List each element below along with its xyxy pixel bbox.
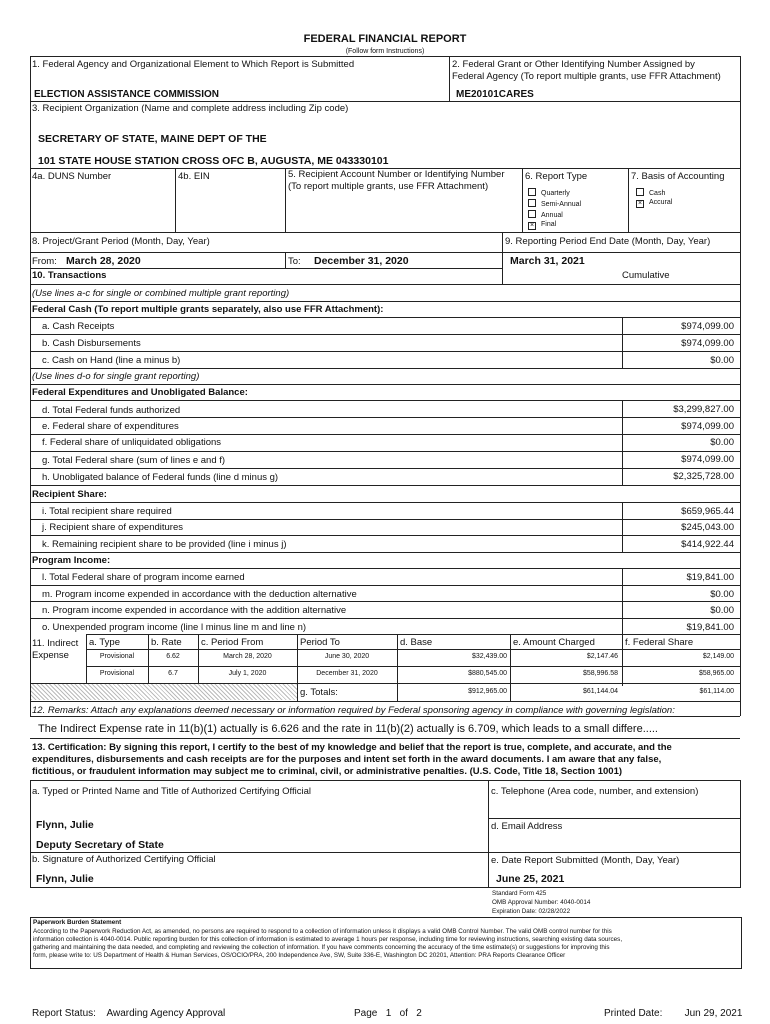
report-status: Report Status: Awarding Agency Approval [32, 1008, 226, 1019]
box1-label: 1. Federal Agency and Organizational Element to Which Report is Submitted [32, 59, 355, 70]
cumulative-label: Cumulative [622, 270, 670, 281]
cell-amount-charged: $2,147.46 [586, 653, 618, 660]
cell-rate: 6.62 [166, 653, 180, 660]
line-b-label: b. Cash Disbursements [42, 338, 141, 349]
checkbox-checked-icon: × [529, 222, 535, 229]
expiration-date: Expiration Date: 02/28/2022 [492, 908, 571, 915]
line-f-value: $0.00 [710, 437, 734, 448]
reporting-end-date: March 31, 2021 [510, 255, 585, 267]
federal-expenditures-heading: Federal Expenditures and Unobligated Balance: [32, 387, 248, 398]
line-m-label: m. Program income expended in accordance with the deduction alternative [42, 589, 357, 600]
printed-date: Printed Date: Jun 29, 2021 [604, 1008, 743, 1019]
telephone-label: c. Telephone (Area code, number, and extension) [491, 786, 699, 797]
col-amount-charged: e. Amount Charged [513, 637, 595, 648]
totals-label: g. Totals: [300, 687, 338, 698]
box2-label-1: 2. Federal Grant or Other Identifying Number Assigned by [452, 59, 695, 70]
report-type-semiannual[interactable]: Semi-Annual [528, 199, 581, 210]
total-base: $912,965.00 [468, 688, 507, 695]
col-base: d. Base [400, 637, 433, 648]
recipient-share-heading: Recipient Share: [32, 489, 107, 500]
paperwork-burden-line-4: form, please write to: US Department of Health & Human Services, OS/OCIO/PRA, 200 Independence Ave, SW, Suite 336-E, Washington DC 20201, Attention: PRA Reports Clearance Officer [33, 952, 566, 959]
accounting-accrual[interactable]: × Accural [637, 199, 673, 207]
paperwork-burden-title: Paperwork Burden Statement [33, 919, 122, 926]
report-type-final[interactable]: × Final [529, 221, 557, 229]
cell-base: $32,439.00 [471, 653, 507, 660]
duns-label: 4a. DUNS Number [32, 171, 112, 182]
cell-base: $880,545.00 [468, 670, 507, 677]
remarks-label: 12. Remarks: Attach any explanations deemed necessary or information required by Federal sponsoring agency in compliance with governing legislation: [32, 705, 675, 716]
cell-federal-share: $58,965.00 [698, 670, 734, 677]
line-e-value: $974,099.00 [681, 421, 734, 432]
checkbox-icon [528, 210, 536, 218]
report-type-quarterly[interactable]: Quarterly [528, 188, 581, 199]
line-k-label: k. Remaining recipient share to be provided (line i minus j) [42, 539, 287, 550]
checkbox-icon [528, 188, 536, 196]
line-h-label: h. Unobligated balance of Federal funds (line d minus g) [42, 472, 279, 483]
line-a-label: a. Cash Receipts [42, 321, 115, 332]
col-type: a. Type [89, 637, 120, 648]
line-g-label: g. Total Federal share (sum of lines e and f) [42, 455, 226, 466]
line-a-value: $974,099.00 [681, 321, 734, 332]
signer-name: Flynn, Julie [36, 819, 94, 831]
cell-amount-charged: $58,996.58 [582, 670, 618, 677]
line-l-label: l. Total Federal share of program income earned [42, 572, 245, 583]
line-f-label: f. Federal share of unliquidated obligations [42, 437, 222, 448]
cell-period-from: March 28, 2020 [223, 653, 272, 660]
transactions-heading: 10. Transactions [32, 270, 107, 281]
certification-line-2: expenditures, disbursements and cash receipts are for the purposes and intent set forth in the award documents. I am aware that any false, [32, 754, 662, 765]
indirect-label-2: Expense [32, 650, 69, 661]
report-type-options [528, 188, 581, 232]
box8-label: 8. Project/Grant Period (Month, Day, Year) [32, 236, 210, 247]
box5-label-2: (To report multiple grants, use FFR Attachment) [288, 181, 489, 192]
box3-label: 3. Recipient Organization (Name and complete address including Zip code) [32, 103, 349, 114]
line-o-label: o. Unexpended program income (line l minus line m and line n) [42, 622, 307, 633]
paperwork-burden-line-2: information collection is 4040-0014. Public reporting burden for this collection of information is estimated to average 1 hours per response, including time for reviewing instructions, searching existing data sources, [33, 936, 623, 943]
cell-period-to: December 31, 2020 [316, 670, 378, 677]
cell-period-from: July 1, 2020 [228, 670, 267, 677]
line-k-value: $414,922.44 [681, 539, 734, 550]
federal-cash-heading: Federal Cash (To report multiple grants separately, also use FFR Attachment): [32, 304, 384, 315]
line-n-value: $0.00 [710, 605, 734, 616]
signature-label: b. Signature of Authorized Certifying Official [32, 854, 216, 865]
line-i-value: $659,965.44 [681, 506, 734, 517]
certification-line-1: 13. Certification: By signing this report, I certify to the best of my knowledge and belief that the report is true, complete, and accurate, and the [32, 742, 672, 753]
signer-name-label: a. Typed or Printed Name and Title of Authorized Certifying Official [32, 786, 311, 797]
signer-title: Deputy Secretary of State [36, 839, 164, 851]
form-title: FEDERAL FINANCIAL REPORT [303, 33, 467, 45]
date-submitted: June 25, 2021 [496, 873, 565, 885]
col-period-from: c. Period From [201, 637, 264, 648]
paperwork-burden-box [30, 917, 742, 969]
col-rate: b. Rate [151, 637, 182, 648]
accounting-cash[interactable]: Cash [636, 188, 672, 199]
box2-label-2: Federal Agency (To report multiple grants, use FFR Attachment) [452, 71, 721, 82]
checkbox-checked-icon: × [637, 200, 643, 207]
page-number: Page 1 of 2 [354, 1008, 422, 1019]
box7-label: 7. Basis of Accounting [631, 171, 725, 182]
line-n-label: n. Program income expended in accordance with the addition alternative [42, 605, 347, 616]
report-type-annual[interactable]: Annual [528, 210, 581, 221]
grant-number: ME20101CARES [456, 89, 534, 100]
cell-federal-share: $2,149.00 [702, 653, 734, 660]
line-o-value: $19,841.00 [686, 622, 734, 633]
checkbox-icon [636, 188, 644, 196]
line-j-value: $245,043.00 [681, 522, 734, 533]
cell-period-to: June 30, 2020 [324, 653, 370, 660]
period-to: December 31, 2020 [314, 255, 409, 267]
accounting-options [636, 188, 672, 210]
form-subtitle: (Follow form Instructions) [345, 48, 425, 55]
program-income-heading: Program Income: [32, 555, 111, 566]
line-b-value: $974,099.00 [681, 338, 734, 349]
paperwork-burden-line-3: gathering and maintaining the data needed, and completing and reviewing the collection of information. If you have comments concerning the accuracy of the time estimate(s) or suggestions for improving this [33, 944, 610, 951]
line-i-label: i. Total recipient share required [42, 506, 172, 517]
cell-rate: 6.7 [168, 670, 178, 677]
line-h-value: $2,325,728.00 [673, 471, 734, 482]
line-l-value: $19,841.00 [686, 572, 734, 583]
checkbox-icon [528, 199, 536, 207]
email-label: d. Email Address [491, 821, 563, 832]
from-label: From: [32, 256, 57, 267]
line-c-label: c. Cash on Hand (line a minus b) [42, 355, 181, 366]
box5-label-1: 5. Recipient Account Number or Identifying Number [288, 169, 505, 180]
totals-hatched-area [31, 684, 297, 700]
agency-name: ELECTION ASSISTANCE COMMISSION [34, 89, 220, 100]
line-j-label: j. Recipient share of expenditures [42, 522, 183, 533]
total-federal-share: $61,114.00 [699, 688, 734, 695]
to-label: To: [288, 256, 301, 267]
ein-label: 4b. EIN [178, 171, 210, 182]
line-d-value: $3,299,827.00 [673, 404, 734, 415]
signature: Flynn, Julie [36, 873, 94, 885]
recipient-address: 101 STATE HOUSE STATION CROSS OFC B, AUGUSTA, ME 043330101 [38, 155, 389, 167]
recipient-name: SECRETARY OF STATE, MAINE DEPT OF THE [38, 133, 267, 145]
certification-line-3: fictitious, or fraudulent information may subject me to criminal, civil, or administrative penalties. (U.S. Code, Title 18, Section 1001) [32, 766, 623, 777]
form-number: Standard Form 425 [492, 890, 547, 897]
remarks-text: The Indirect Expense rate in 11(b)(1) actually is 6.626 and the rate in 11(b)(2) actually is 6.709, which leads to a small differe..... [38, 723, 658, 735]
line-m-value: $0.00 [710, 589, 734, 600]
note-single-combined: (Use lines a-c for single or combined multiple grant reporting) [32, 288, 290, 299]
omb-number: OMB Approval Number: 4040-0014 [492, 899, 591, 906]
col-federal-share: f. Federal Share [625, 637, 694, 648]
cell-type: Provisional [99, 670, 135, 677]
cell-type: Provisional [99, 653, 135, 660]
total-amount-charged: $61,144.04 [582, 688, 618, 695]
box6-label: 6. Report Type [525, 171, 588, 182]
line-e-label: e. Federal share of expenditures [42, 421, 179, 432]
line-g-value: $974,099.00 [681, 454, 734, 465]
line-c-value: $0.00 [710, 355, 734, 366]
indirect-label-1: 11. Indirect [32, 638, 79, 649]
box9-label: 9. Reporting Period End Date (Month, Day, Year) [505, 236, 711, 247]
col-period-to: Period To [300, 637, 340, 648]
date-submitted-label: e. Date Report Submitted (Month, Day, Year) [491, 855, 680, 866]
period-from: March 28, 2020 [66, 255, 141, 267]
line-d-label: d. Total Federal funds authorized [42, 405, 181, 416]
note-single-grant: (Use lines d-o for single grant reporting) [32, 371, 200, 382]
paperwork-burden-line-1: According to the Paperwork Reduction Act, as amended, no persons are required to respond to a collection of information unless it displays a valid OMB Control Number. The valid OMB control number for this [33, 928, 612, 935]
